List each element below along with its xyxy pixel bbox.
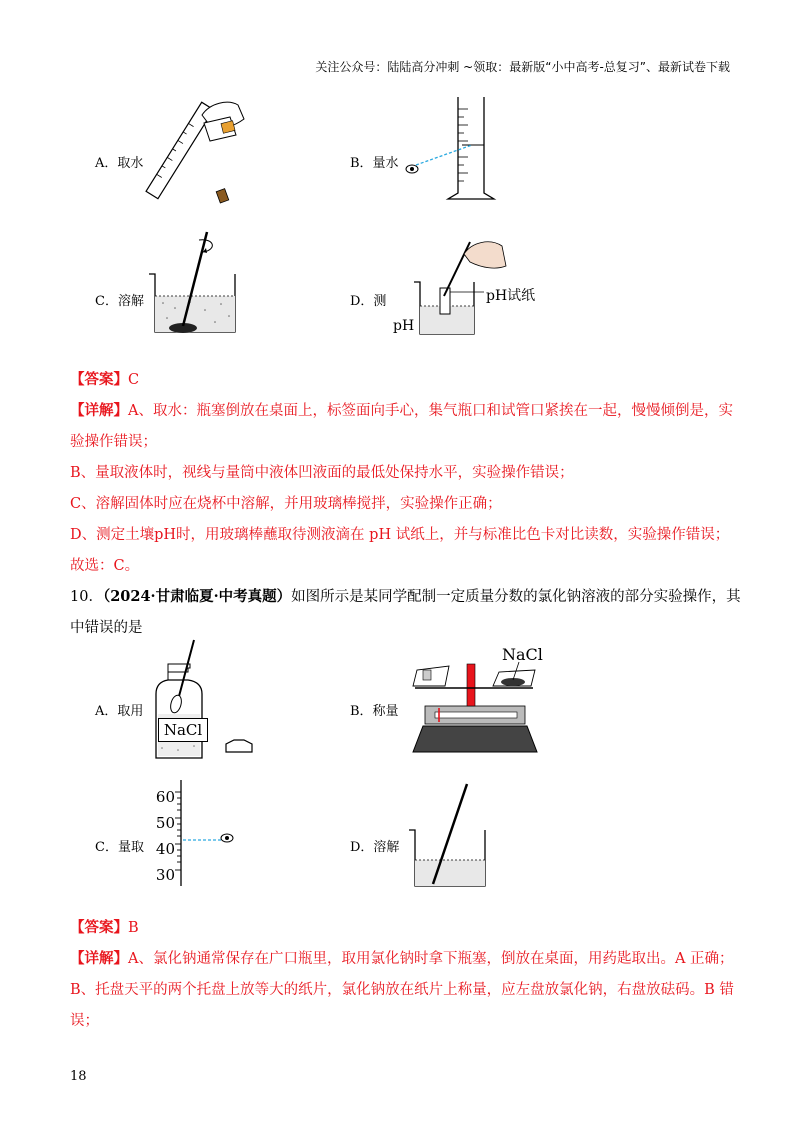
page-number: 18	[70, 1069, 87, 1084]
q10-option-c-label: C．量取	[95, 840, 144, 855]
q9-detail-line-5: D、测定土壤pH时，用玻璃棒蘸取待测液滴在 pH 试纸上，并与标准比色卡对比读数，实验操作错误；	[70, 527, 730, 543]
answer-tag: 【答案】	[70, 919, 128, 936]
q10-answer	[70, 921, 139, 936]
page-header: 关注公众号：陆陆高分冲刺 ~领取：最新版“小中高考-总复习”、最新试卷下载	[315, 60, 730, 74]
q10-figure-c-cylinder	[175, 778, 245, 888]
q10-cylinder-tick-labels: 60 50 40 30	[155, 788, 175, 884]
q10-detail-line-2: B、托盘天平的两个托盘上放等大的纸片，氯化钠放在纸片上称量，应左盘放氯化钠，右盘放砝码。B 错	[70, 982, 734, 998]
q9-detail-line-2: 验操作错误；	[70, 434, 157, 450]
q9-option-b-label: B．量水	[350, 156, 399, 171]
detail-tag: 【详解】	[70, 950, 128, 967]
q10-figure-b-balance	[405, 648, 545, 760]
answer-value: B	[128, 920, 139, 936]
q10-detail-line-3: 误；	[70, 1013, 99, 1029]
q10-detail-line-1: 【详解】A、氯化钠通常保存在广口瓶里，取用氯化钠时拿下瓶塞，倒放在桌面，用药匙取出。A 正确；	[70, 950, 734, 967]
q10-figure-a-jar	[148, 636, 260, 762]
q10-stem-line-1: 10．（2024·甘肃临夏·中考真题）如图所示是某同学配制一定质量分数的氯化钠溶液的部分实验操作，其	[70, 588, 741, 605]
answer-value: C	[128, 372, 140, 388]
q9-detail-line-6: 故选：C。	[70, 558, 140, 574]
q10-option-a-label: A．取用	[95, 704, 144, 719]
q9-answer	[70, 373, 139, 388]
q9-figure-b-cylinder	[400, 95, 500, 207]
q10-figure-d-dissolving	[405, 780, 495, 890]
q9-option-d-ph: pH	[393, 318, 415, 334]
q9-option-d-label: D．测	[350, 294, 387, 309]
q9-detail-line-1: 【详解】A、取水：瓶塞倒放在桌面上，标签面向手心，集气瓶口和试管口紧挨在一起，慢慢倾倒是，实	[70, 402, 733, 419]
q9-ph-paper-label: pH试纸	[486, 288, 536, 304]
q9-option-a-label: A．取水	[95, 156, 144, 171]
answer-tag: 【答案】	[70, 371, 128, 388]
q10-option-b-label: B．称量	[350, 704, 399, 719]
q10-nacl-label-b: NaCl	[502, 645, 543, 664]
q9-figure-c-dissolving	[145, 228, 245, 340]
q9-detail-line-3: B、量取液体时，视线与量筒中液体凹液面的最低处保持水平，实验操作错误；	[70, 465, 574, 481]
q10-nacl-label-a: NaCl	[158, 718, 208, 742]
q10-stem-line-2: 中错误的是	[70, 620, 143, 636]
q10-option-d-label: D．溶解	[350, 840, 400, 855]
q9-figure-a-pouring	[140, 95, 250, 210]
detail-tag: 【详解】	[70, 402, 128, 419]
q9-detail-line-4: C、溶解固体时应在烧杯中溶解，并用玻璃棒搅拌，实验操作正确；	[70, 496, 502, 512]
q9-option-c-label: C．溶解	[95, 294, 144, 309]
